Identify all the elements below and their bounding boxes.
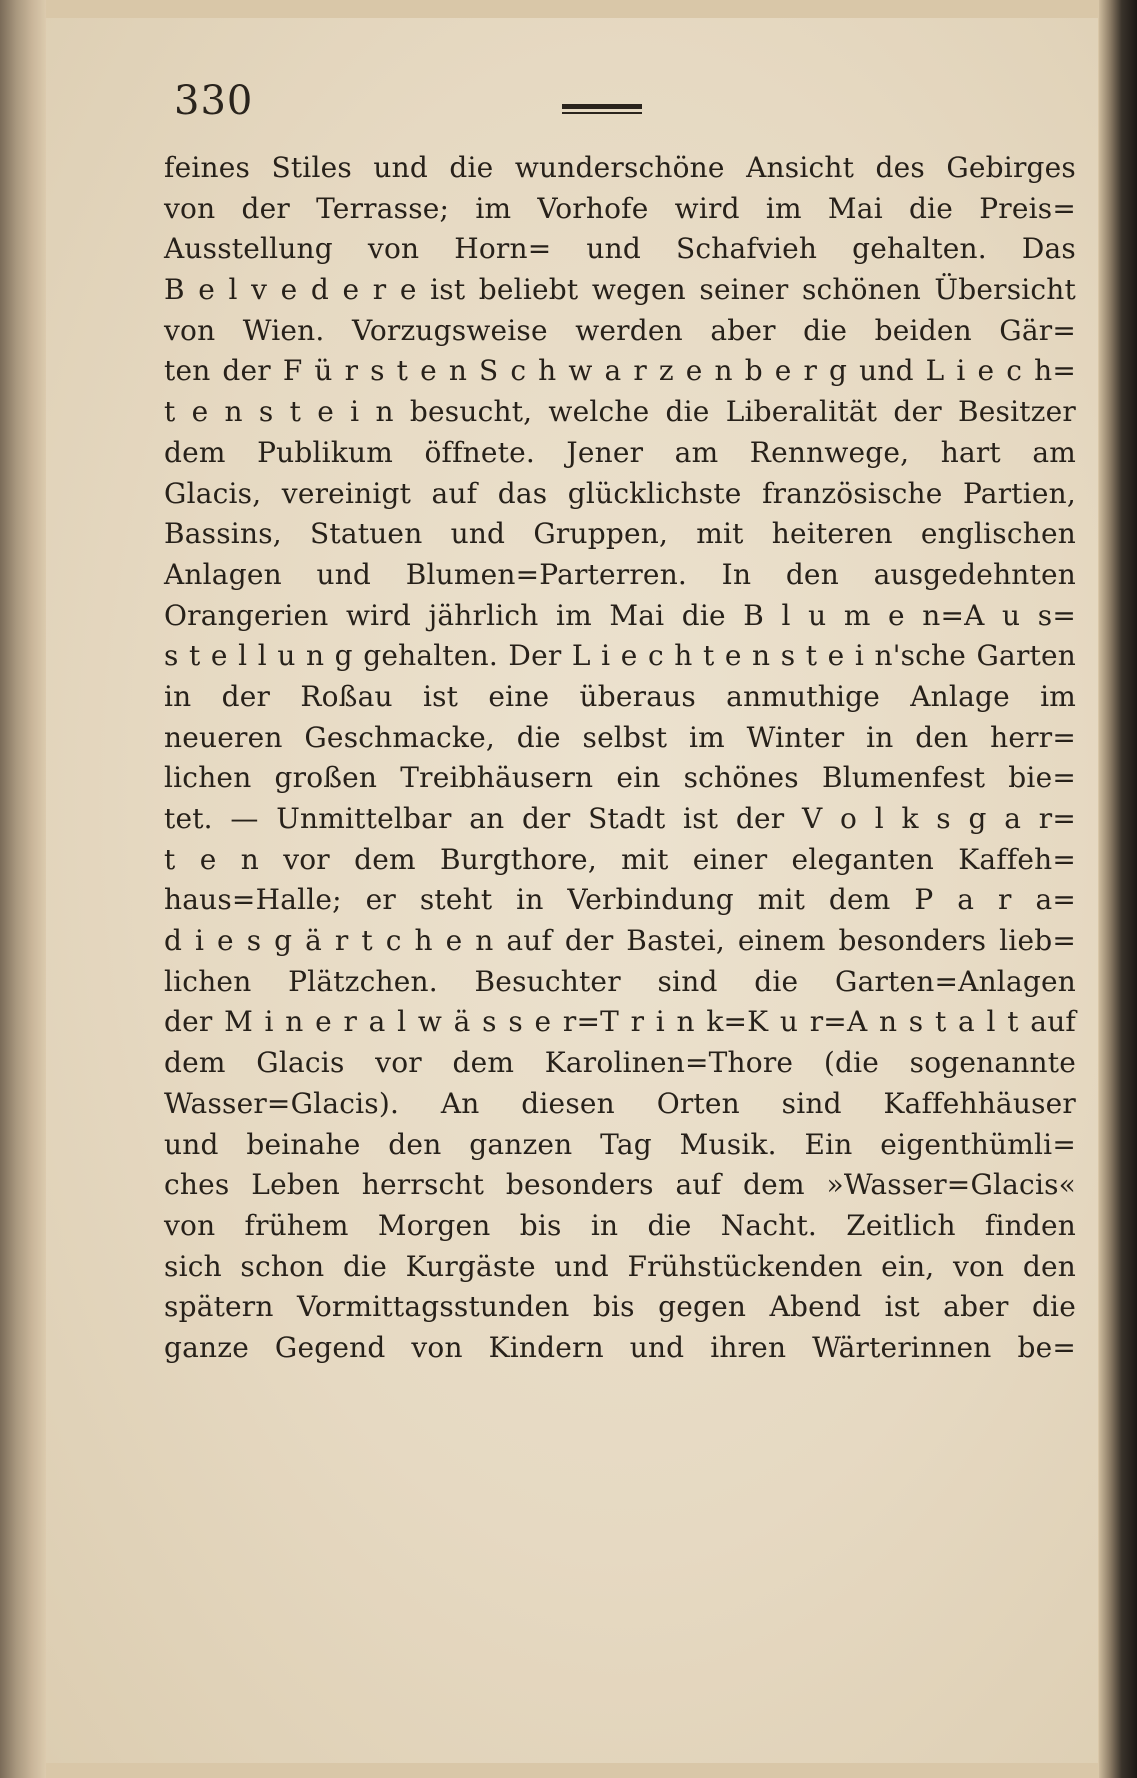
text-line: tet. — Unmittelbar an der Stadt ist der V o l k s g a r= <box>164 802 1076 835</box>
text-line: sich schon die Kurgäste und Frühstückenden ein, von den <box>164 1249 1076 1283</box>
page-body-text <box>164 148 1076 1369</box>
text-line: der M i n e r a l w ä s s e r=T r i n k=K u r=A n s t a l t auf <box>164 1005 1076 1039</box>
text-line: lichen großen Treibhäusern ein schönes Blumenfest bie= <box>164 761 1076 795</box>
text-line: neueren Geschmacke, die selbst im Winter in den herr= <box>164 720 1076 754</box>
page-number: 330 <box>174 78 254 124</box>
text-line: Bassins, Statuen und Gruppen, mit heiteren englischen <box>164 517 1076 551</box>
text-line: feines Stiles und die wunderschöne Ansicht des Gebirges <box>164 151 1076 184</box>
text-line: Ausstellung von Horn= und Schafvieh gehalten. Das <box>164 232 1076 266</box>
header-rule <box>562 104 642 109</box>
page-fore-edge <box>1099 0 1137 1778</box>
text-line: Orangerien wird jährlich im Mai die B l u m e n=A u s= <box>164 598 1076 632</box>
text-line: spätern Vormittagsstunden bis gegen Abend ist aber die <box>164 1290 1076 1324</box>
text-line: ches Leben herrscht besonders auf dem »Wasser=Glacis« <box>164 1168 1076 1202</box>
text-line: t e n s t e i n besucht, welche die Liberalität der Besitzer <box>164 395 1076 429</box>
book-page <box>46 18 1098 1763</box>
text-line: Anlagen und Blumen=Parterren. In den ausgedehnten <box>164 557 1076 591</box>
text-line: dem Publikum öffnete. Jener am Rennwege, hart am <box>164 435 1076 469</box>
text-line: dem Glacis vor dem Karolinen=Thore (die sogenannte <box>164 1046 1076 1080</box>
text-line: und beinahe den ganzen Tag Musik. Ein eigenthümli= <box>164 1127 1076 1161</box>
text-line: von der Terrasse; im Vorhofe wird im Mai die Preis= <box>164 191 1076 225</box>
text-line: ganze Gegend von Kindern und ihren Wärterinnen be= <box>164 1330 1076 1364</box>
text-line: Glacis, vereinigt auf das glücklichste französische Partien, <box>164 476 1076 510</box>
header-rule-thin <box>562 112 642 114</box>
text-line: d i e s g ä r t c h e n auf der Bastei, einem besonders lieb= <box>164 924 1076 958</box>
text-line: von frühem Morgen bis in die Nacht. Zeitlich finden <box>164 1208 1076 1242</box>
text-line: von Wien. Vorzugsweise werden aber die beiden Gär= <box>164 313 1076 347</box>
text-line: t e n vor dem Burgthore, mit einer eleganten Kaffeh= <box>164 842 1076 876</box>
text-line: in der Roßau ist eine überaus anmuthige Anlage im <box>164 679 1076 713</box>
text-line: s t e l l u n g gehalten. Der L i e c h t e n s t e i n'sche Garten <box>164 639 1076 673</box>
book-binding-edge <box>0 0 46 1778</box>
text-line: ten der F ü r s t e n S c h w a r z e n b e r g und L i e c h= <box>164 354 1076 388</box>
text-line: lichen Plätzchen. Besuchter sind die Garten=Anlagen <box>164 964 1076 998</box>
text-line: Wasser=Glacis). An diesen Orten sind Kaffehhäuser <box>164 1086 1076 1120</box>
page-header <box>46 74 1098 134</box>
text-line: haus=Halle; er steht in Verbindung mit dem P a r a= <box>164 883 1076 917</box>
text-line: B e l v e d e r e ist beliebt wegen seiner schönen Übersicht <box>164 273 1076 307</box>
